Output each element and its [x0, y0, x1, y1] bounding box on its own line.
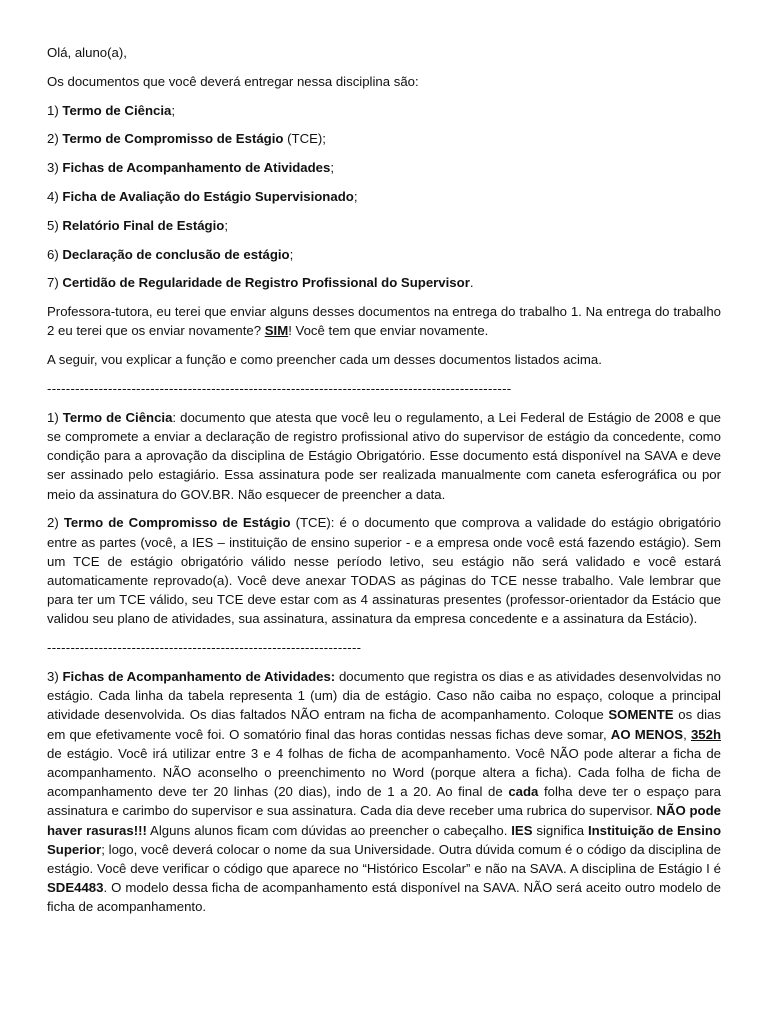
list-item-title: Declaração de conclusão de estágio — [62, 246, 290, 262]
list-item-title: Fichas de Acompanhamento de Atividades — [62, 160, 331, 176]
list-item: 5) Relatório Final de Estágio; — [47, 217, 229, 233]
section-title: Termo de Compromisso de Estágio — [63, 515, 291, 531]
section-body: (TCE): é o documento que comprova a validade do estágio obrigatório entre as partes (você, a IES – instituição de ensino superior - e a empresa onde você está fazendo estágio). Sem um TCE de estágio obrigatório válido nesse período letivo, seu estágio não será validado e você estará automaticamente reprovado(a). Você deve anexar TODAS as páginas do TCE nesse trabalho. Vale lembrar que para ter um TCE válido, seu TCE deve estar com as 4 assinaturas presentes (professor-orientador da Estácio que validou seu plano de atividades, sua assinatura, assinatura da empresa concedente e a assinatura da Estácio). — [47, 515, 721, 627]
section-tce: 2) Termo de Compromisso de Estágio (TCE): é o documento que comprova a validade do estágio obrigatório entre as partes (você, a IES – instituição de ensino superior - e a empresa onde você está fazendo estágio). Sem um TCE de estágio obrigatório válido nesse período letivo, seu estágio não será validado e você estará automaticamente reprovado(a). Você deve anexar TODAS as páginas do TCE nesse trabalho. Vale lembrar que para ter um TCE válido, seu TCE deve estar com as 4 assinaturas presentes (professor-orientador da Estácio que validou seu plano de atividades, sua assinatura, assinatura da empresa concedente e a assinatura da Estácio). — [47, 515, 721, 627]
list-item-title: Relatório Final de Estágio — [62, 217, 225, 233]
intro-text: Os documentos que você deverá entregar nessa disciplina são: — [47, 73, 419, 89]
section-termo-ciencia: 1) Termo de Ciência: documento que atesta que você leu o regulamento, a Lei Federal de Estágio de 2008 e que se compromete a enviar a declaração de registro profissional ativo do supervisor de estágio da concedente, como condição para a aprovação da disciplina de Estágio Obrigatório. Esse documento está disponível na SAVA e deve ser assinado pelo estagiário. Essa assinatura pode ser realizada manualmente com caneta esferográfica ou por meio da assinatura do GOV.BR. Não esquecer de preencher a data. — [47, 409, 722, 502]
list-item: 3) Fichas de Acompanhamento de Atividades; — [47, 160, 335, 176]
list-item: 7) Certidão de Regularidade de Registro Profissional do Supervisor. — [47, 275, 474, 291]
separator-line: --------------------------------------------------------------------------------------------------- — [47, 380, 512, 396]
section-body: : documento que atesta que você leu o regulamento, a Lei Federal de Estágio de 2008 e que se compromete a enviar a declaração de registro profissional ativo do supervisor de estágio da concedente, como condição para a aprovação da disciplina de Estágio Obrigatório. Esse documento está disponível na SAVA e deve ser assinado pelo estagiário. Essa assinatura pode ser realizada manualmente com caneta esferográfica ou por meio da assinatura do GOV.BR. Não esquecer de preencher a data. — [47, 409, 722, 502]
list-item-title: Certidão de Regularidade de Registro Profissional do Supervisor — [62, 275, 470, 291]
list-item-title: Ficha de Avaliação do Estágio Supervisionado — [62, 188, 354, 204]
section-fichas: 3) Fichas de Acompanhamento de Atividades: documento que registra os dias e as atividades desenvolvidas no estágio. Cada linha da tabela representa 1 (um) dia de estágio. Caso não caiba no espaço, coloque a principal atividade desenvolvida. Os dias faltados NÃO entram na ficha de acompanhamento. Coloque SOMENTE os dias em que efetivamente você foi. O somatório final das horas contidas nessas fichas deve somar, AO MENOS, 352h de estágio. Você irá utilizar entre 3 e 4 folhas de ficha de acompanhamento. Você NÃO pode alterar a ficha de acompanhamento. NÃO aconselho o preenchimento no Word (porque altera a ficha). Cada folha de ficha de acompanhamento deve ter 20 linhas (20 dias), indo de 1 a 20. Ao final de cada folha deve ter o espaço para assinatura e carimbo do supervisor e sua assinatura. Cada dia deve receber uma rubrica do supervisor. NÃO pode haver rasuras!!! Alguns alunos ficam com dúvidas ao preencher o cabeçalho. IES significa Instituição de Ensino Superior; logo, você deverá colocar o nome da sua Universidade. Outra dúvida comum é o código da disciplina de estágio. Você deve verificar o código que aparece no “Histórico Escolar” e não na SAVA. A disciplina de Estágio I é SDE4483. O modelo dessa ficha de acompanhamento está disponível na SAVA. NÃO será aceito outro modelo de ficha de acompanhamento. — [47, 668, 721, 915]
list-item-title: Termo de Ciência — [62, 102, 172, 118]
list-item: 2) Termo de Compromisso de Estágio (TCE); — [47, 131, 326, 147]
list-item: 1) Termo de Ciência; — [47, 102, 176, 118]
section-title: Fichas de Acompanhamento de Atividades: — [62, 668, 336, 684]
answer-highlight: SIM — [264, 323, 289, 339]
list-item-title: Termo de Compromisso de Estágio — [62, 131, 284, 147]
greeting: Olá, aluno(a), — [47, 45, 127, 60]
separator-line: ------------------------------------------------------------------- — [47, 640, 362, 656]
list-item: 4) Ficha de Avaliação do Estágio Supervisionado; — [47, 188, 358, 204]
explain-text: A seguir, vou explicar a função e como preencher cada um desses documentos listados acima. — [47, 352, 602, 368]
section-title: Termo de Ciência — [62, 409, 173, 425]
question-paragraph: Professora-tutora, eu terei que enviar alguns desses documentos na entrega do trabalho 1. Na entrega do trabalho 2 eu terei que os enviar novamente? SIM! Você tem que enviar novamente. — [47, 304, 721, 339]
list-item: 6) Declaração de conclusão de estágio; — [47, 246, 294, 262]
